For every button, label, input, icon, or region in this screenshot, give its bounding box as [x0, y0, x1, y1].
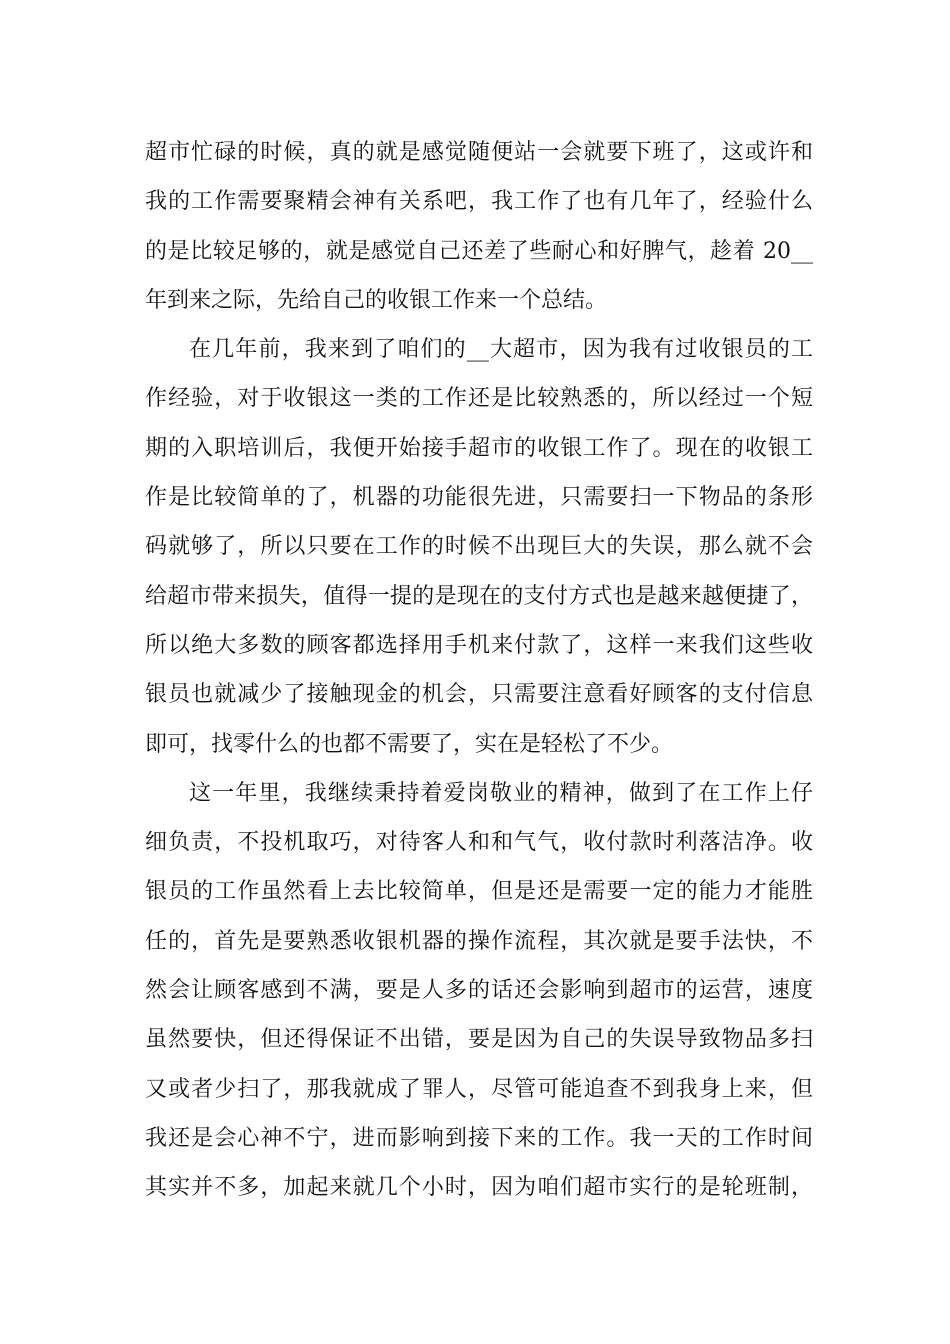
text-line: 其实并不多，加起来就几个小时，因为咱们超市实行的是轮班制，: [145, 1175, 813, 1201]
text-line: 期的入职培训后，我便开始接手超市的收银工作了。现在的收银工: [145, 435, 813, 461]
text-line: 的是比较足够的，就是感觉自己还差了些耐心和好脾气，趁着 20__: [145, 238, 813, 264]
document-body: [145, 128, 813, 1213]
text-line: 虽然要快，但还得保证不出错，要是因为自己的失误导致物品多扫: [145, 1027, 813, 1053]
text-line: 然会让顾客感到不满，要是人多的话还会影响到超市的运营，速度: [145, 978, 813, 1004]
text-line: 细负责，不投机取巧，对待客人和和气气，收付款时利落洁净。收: [145, 830, 813, 856]
text-line: 年到来之际，先给自己的收银工作来一个总结。: [145, 287, 608, 313]
text-line: 我的工作需要聚精会神有关系吧，我工作了也有几年了，经验什么: [145, 189, 813, 215]
text-line: 银员的工作虽然看上去比较简单，但是还是需要一定的能力才能胜: [145, 879, 813, 905]
text-line: 即可，找零什么的也都不需要了，实在是轻松了不少。: [145, 731, 674, 757]
text-line: 我还是会心神不宁，进而影响到接下来的工作。我一天的工作时间: [145, 1125, 813, 1151]
text-line: 所以绝大多数的顾客都选择用手机来付款了，这样一来我们这些收: [145, 632, 813, 658]
text-line: 这一年里，我继续秉持着爱岗敬业的精神，做到了在工作上仔: [189, 780, 813, 806]
text-line: 任的，首先是要熟悉收银机器的操作流程，其次就是要手法快，不: [145, 928, 813, 954]
text-line: 作经验，对于收银这一类的工作还是比较熟悉的，所以经过一个短: [145, 386, 813, 412]
text-line: 又或者少扫了，那我就成了罪人，尽管可能追查不到我身上来，但: [145, 1076, 813, 1102]
text-line: 码就够了，所以只要在工作的时候不出现巨大的失误，那么就不会: [145, 534, 813, 560]
text-line: 银员也就减少了接触现金的机会，只需要注意看好顾客的支付信息: [145, 682, 813, 708]
paragraph-3: [145, 769, 813, 1213]
text-line: 给超市带来损失，值得一提的是现在的支付方式也是越来越便捷了，: [145, 583, 813, 609]
text-line: 超市忙碌的时候，真的就是感觉随便站一会就要下班了，这或许和: [145, 140, 813, 165]
text-line: 作是比较简单的了，机器的功能很先进，只需要扫一下物品的条形: [145, 485, 813, 511]
paragraph-2: [145, 325, 813, 769]
paragraph-1: [145, 128, 813, 325]
text-line: 在几年前，我来到了咱们的__大超市，因为我有过收银员的工: [189, 337, 813, 363]
